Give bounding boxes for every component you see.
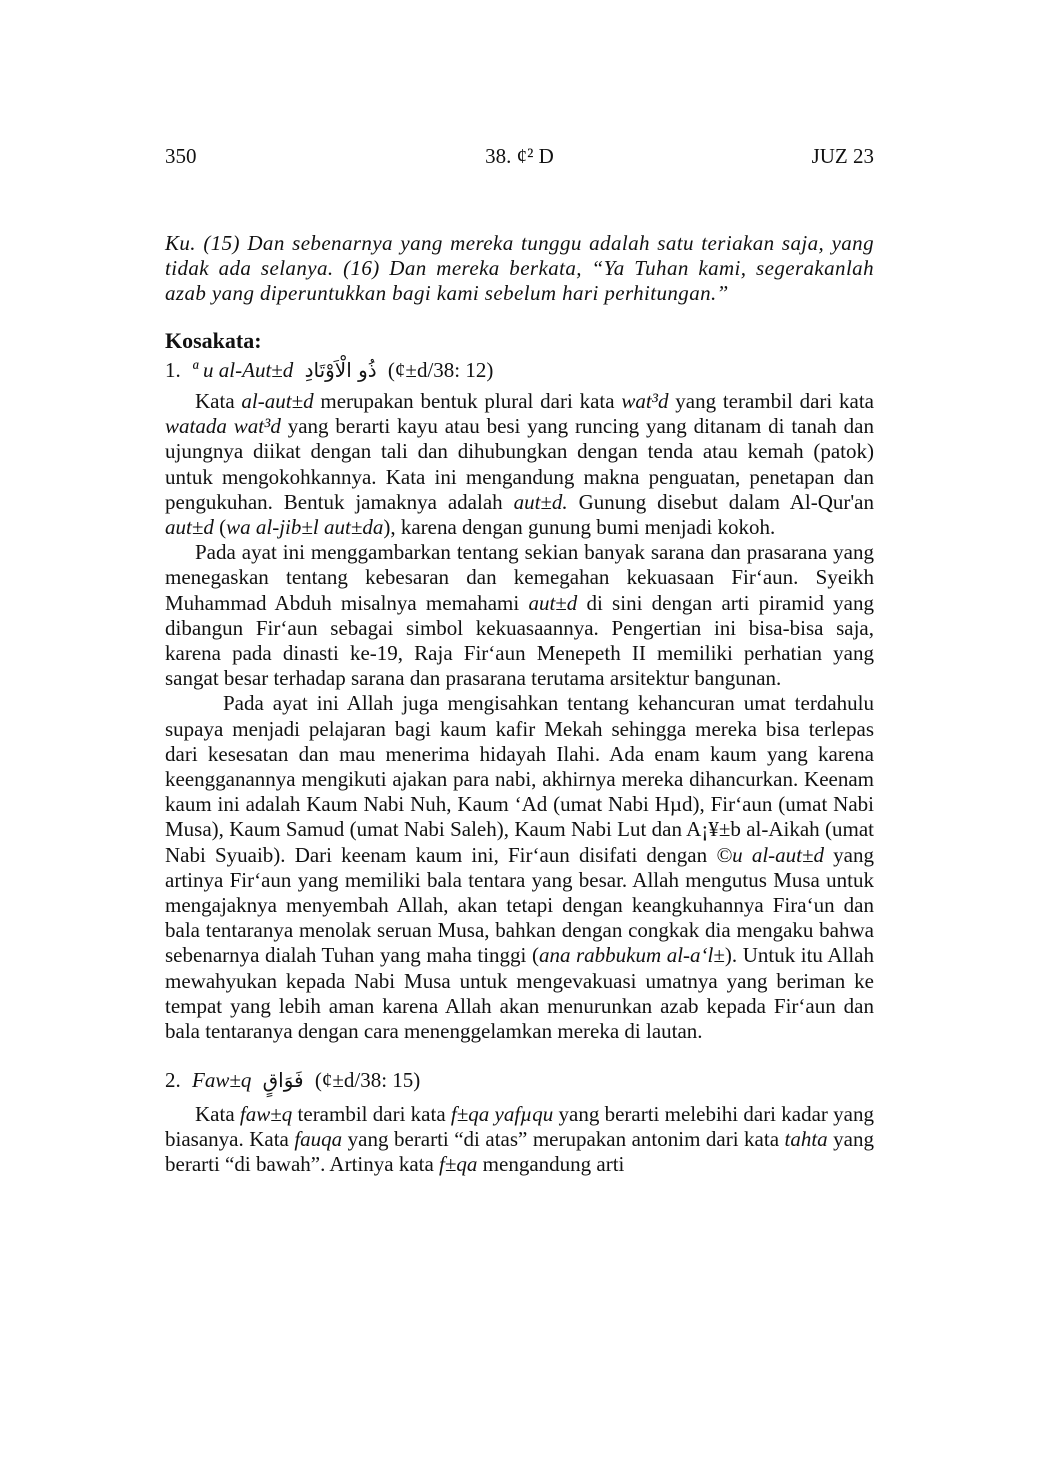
text-run: ), karena dengan gunung bumi menjadi kokoh. [383, 515, 776, 540]
term-2-paragraph-1 [165, 1102, 874, 1178]
vocab-term-2 [165, 1068, 874, 1093]
text-run: Gunung disebut dalam Al-Qur'an [567, 489, 874, 514]
page-body [165, 231, 874, 1177]
italic-term: ©u al-aut±d [716, 842, 825, 867]
running-header [165, 144, 874, 174]
text-run: mengandung arti [477, 1151, 625, 1176]
term-number: 2. [165, 1068, 181, 1093]
italic-term: f±qa yafµqu [450, 1101, 554, 1126]
vocab-term-1 [165, 358, 874, 383]
term-1-paragraph-3 [165, 691, 874, 1044]
term-number: 1. [165, 357, 181, 382]
text-run: ). Untuk itu Allah mewahyukan kepada Nabi Musa untuk mengevakuasi umatnya yang beriman ke tempat yang lebih aman karena Allah akan menurunkan azab kepada Fir‘aun dan bala tentaranya dengan cara menenggelamkan mereka di lautan. [165, 943, 874, 1044]
surah-title: 38. ¢² D [485, 144, 554, 168]
italic-term: f±qa [439, 1151, 478, 1176]
italic-term: aut±d [528, 590, 578, 615]
italic-term: fauqa [294, 1126, 343, 1151]
text-run: Kata [195, 1101, 240, 1126]
text-run: yang berarti kayu atau besi yang runcing yang ditanam di tanah dan ujungnya diikat dengan tali dan dihubungkan dengan tenda atau kemah (patok) untuk mengokohkannya. Kata ini mengandung makna penguatan, penetapan dan pengukuhan. Bentuk jamaknya adalah [165, 414, 874, 514]
term-1-paragraph-2 [165, 540, 874, 691]
term-transliteration: Faw±q [192, 1068, 252, 1093]
text-run: yang berarti melebihi dari kadar yang biasanya. Kata [165, 1101, 874, 1151]
text-run: merupakan bentuk plural dari kata [313, 389, 622, 414]
text-run: Kata [195, 389, 242, 414]
term-reference: (¢±d/38: 15) [314, 1068, 421, 1093]
italic-term: ana rabbukum al-a‘l± [538, 943, 725, 968]
term-arabic: ذُو الْاَوْتَادِ [304, 357, 377, 382]
italic-term: wat³d [621, 389, 669, 414]
term-reference: (¢±d/38: 12) [387, 357, 494, 382]
italic-term: wa al-jib±l aut±da [226, 515, 384, 540]
text-run: Pada ayat ini Allah juga mengisahkan tentang kehancuran umat terdahulu supaya menjadi pelajaran bagi kaum kafir Mekah sehingga mereka bisa terlepas dari kesesatan dan mau menerima hidayah Ilahi. Ada enam kaum yang karena keengganannya mengikuti ajakan para nabi, akhirnya mereka dihancurkan. Keenam kaum ini adalah Kaum Nabi Nuh, Kaum ‘Ad (umat Nabi Hµd), Fir‘aun (umat Nabi Musa), Kaum Samud (umat Nabi Saleh), Kaum Nabi Lut dan A¡¥±b al-Aikah (umat Nabi Syuaib). Dari keenam kaum ini, Fir‘aun disifati dengan [165, 691, 874, 867]
italic-term: tahta [784, 1126, 828, 1151]
italic-term: aut±d [165, 515, 214, 540]
text-run: yang artinya Fir‘aun yang memiliki bala tentara yang besar. Allah mengutus Musa untuk mengajaknya menyembah Allah, akan tetapi dengan keangkuhannya Fira‘un dan bala tentaranya menolak seruan Musa, bahkan dengan congkak dia mengaku bahwa sebenarnya dialah Tuhan yang maha tinggi ( [165, 842, 874, 968]
text-run: Pada ayat ini menggambarkan tentang sekian banyak sarana dan prasarana yang menegaskan tentang kebesaran dan kemegahan kekuasaan Fir‘aun. Syeikh Muhammad Abduh misalnya memahami [165, 540, 874, 615]
page-number: 350 [165, 144, 197, 168]
verse-translation: Ku. (15) Dan sebenarnya yang mereka tunggu adalah satu teriakan saja, yang tidak ada selanya. (16) Dan mereka berkata, “Ya Tuhan kami, segerakanlah azab yang diperuntukkan bagi kami sebelum hari perhitungan.” [165, 231, 874, 306]
text-run: ( [213, 515, 227, 540]
text-run: yang terambil dari kata [668, 389, 874, 414]
italic-term: watada wat³d [165, 414, 281, 439]
vocabulary-heading: Kosakata: [165, 327, 262, 353]
text-run: yang berarti “di bawah”. Artinya kata [165, 1126, 874, 1176]
term-transliteration: ª u al-Aut±d [192, 357, 294, 382]
italic-term: al-aut±d [241, 389, 314, 414]
text-run: terambil dari kata [292, 1101, 451, 1126]
italic-term: aut±d. [513, 489, 568, 514]
text-run: di sini dengan arti piramid yang dibangun Fir‘aun sebagai simbol kekuasaannya. Pengertian ini bisa-bisa saja, karena pada dinasti ke-19, Raja Fir‘aun Menepeth II memiliki perhatian yang sangat besar terhadap sarana dan prasarana terutama arsitektur bangunan. [165, 590, 874, 691]
term-1-paragraph-1 [165, 389, 874, 540]
italic-term: faw±q [239, 1101, 293, 1126]
term-arabic: فَوَاقٍ [262, 1068, 304, 1093]
text-run: yang berarti “di atas” merupakan antonim dari kata [342, 1126, 785, 1151]
juz-label: JUZ 23 [811, 144, 874, 168]
